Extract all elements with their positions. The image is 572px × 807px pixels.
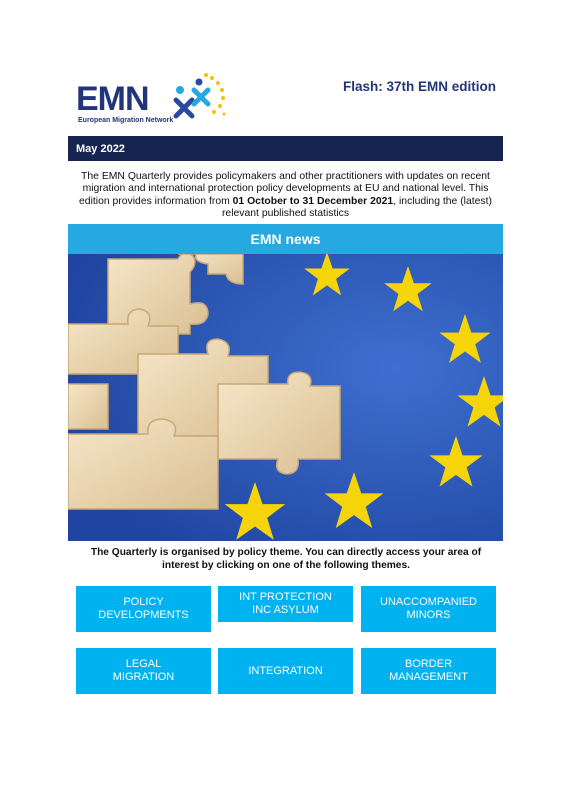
emn-news-title: EMN news — [250, 231, 321, 247]
theme-unaccompanied-minors-button[interactable] — [361, 586, 496, 632]
themes-intro-text: The Quarterly is organised by policy theme. You can directly access your area of interest by clicking on one of the following themes. — [90, 547, 482, 571]
issue-date: May 2022 — [76, 143, 125, 155]
intro-text-after: , including the (latest) relevant published statistics — [221, 195, 492, 219]
theme-border-management-button[interactable] — [361, 648, 496, 694]
theme-integration-button[interactable] — [218, 648, 353, 694]
hero-eu-puzzle-image — [68, 254, 503, 541]
emn-logo — [76, 70, 246, 132]
theme-label: BORDER MANAGEMENT — [389, 658, 468, 683]
theme-label: UNACCOMPANIED MINORS — [380, 596, 477, 621]
flash-edition-title: Flash: 37th EMN edition — [343, 79, 497, 94]
date-band — [68, 136, 503, 161]
eu-flag-puzzle-illustration — [68, 254, 503, 541]
logo-subtitle: European Migration Network — [78, 117, 174, 124]
theme-label: INTEGRATION — [248, 664, 323, 677]
theme-int-protection-button[interactable] — [218, 586, 353, 622]
intro-date-range: 01 October to 31 December 2021 — [232, 195, 394, 207]
theme-label: INT PROTECTION INC ASYLUM — [239, 591, 332, 616]
theme-label: POLICY DEVELOPMENTS — [98, 596, 189, 621]
logo-stars-icon — [168, 70, 230, 120]
theme-legal-migration-button[interactable] — [76, 648, 211, 694]
emn-news-header — [68, 224, 503, 254]
theme-label: LEGAL MIGRATION — [112, 658, 175, 683]
logo-text: EMN — [76, 80, 149, 118]
intro-text-before: The EMN Quarterly provides policymakers and other practitioners with updates on recent migration and international protection policy developments at EU and national level. This edition provides information from — [79, 171, 490, 207]
theme-policy-developments-button[interactable] — [76, 586, 211, 632]
intro-paragraph — [78, 171, 493, 220]
